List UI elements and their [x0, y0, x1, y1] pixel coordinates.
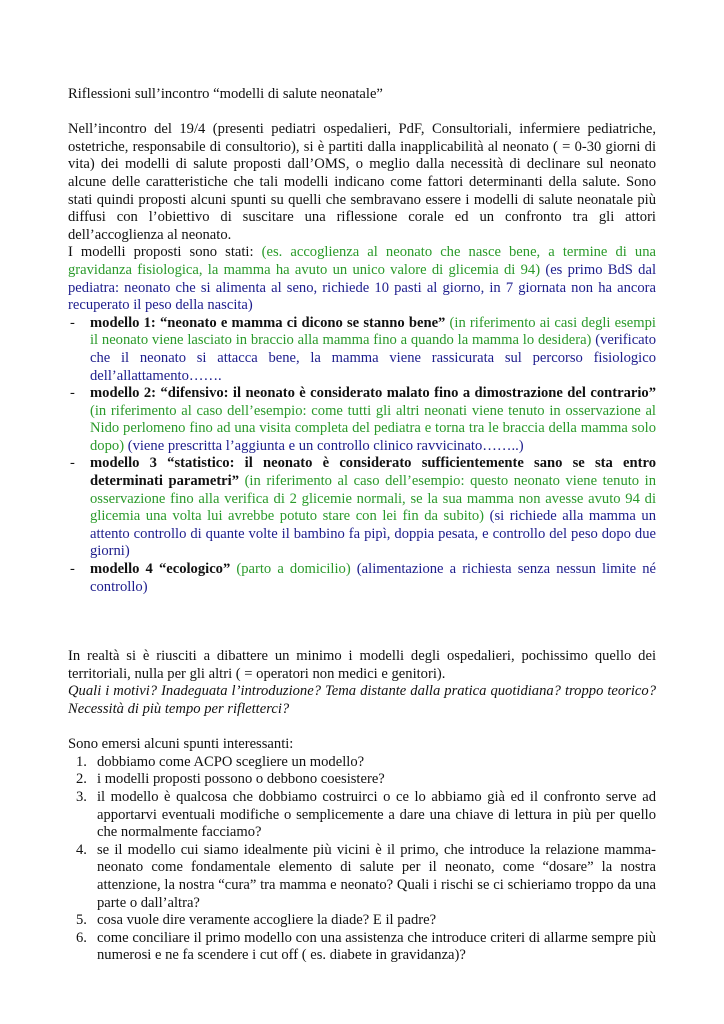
point-item-5	[68, 912, 656, 930]
model-title: modello 4 “ecologico”	[90, 561, 231, 578]
point-text: come conciliare il primo modello con una assistenza che introduce criteri di allarme sempre più numerosi e ne fa scendere i cut off ( es. diabete in gravidanza)?	[97, 929, 656, 964]
models-intro-blue-example: (es primo BdS dal pediatra: neonato che si alimenta al seno, richiede 10 pasti al giorno, in 7 giornata non ha ancora recuperato il peso della nascita)	[68, 261, 656, 314]
spacer	[68, 104, 656, 122]
point-number: 2.	[76, 771, 87, 788]
point-item-6	[68, 930, 656, 965]
points-intro: Sono emersi alcuni spunti interessanti:	[68, 736, 294, 753]
point-number: 6.	[76, 929, 87, 946]
models-list	[68, 315, 656, 597]
models-intro-green-example: (es. accoglienza al neonato che nasce bene, a termine di una gravidanza fisiologica, la mamma ha avuto un unico valore di glicemia di 94)	[68, 244, 656, 278]
point-text: il modello è qualcosa che dobbiamo costruirci o ce lo abbiamo già ed il confronto serve ad apportarvi eventuali modifiche o semplicemente a dare una chiave di lettura in più per quello che normalmente facciamo?	[97, 788, 656, 841]
spacer	[68, 596, 656, 648]
bullet-dash-icon: -	[70, 455, 75, 472]
model-item-4	[68, 561, 656, 596]
point-number: 3.	[76, 788, 87, 805]
model-blue-example: (si richiede alla mamma un attento controllo di quante volte il bambino fa pipì, doppia pesata, e controllo del peso dopo due giorni)	[90, 508, 656, 560]
spacer	[68, 719, 656, 737]
model-item-3	[68, 455, 656, 561]
points-list	[68, 754, 656, 965]
document-title: Riflessioni sull’incontro “modelli di salute neonatale”	[68, 86, 383, 102]
document-page	[68, 86, 656, 965]
intro-paragraph: Nell’incontro del 19/4 (presenti pediatri ospedalieri, PdF, Consultoriali, infermiere pediatriche, ostetriche, responsabile di consultorio), si è partiti dalla inapplicabilità al neonato ( = 0-30 giorni di vita) dei modelli di salute proposti dall’OMS, o meglio dalla necessità di declinare sul neonato alcune delle caratteristiche che tali modelli indicano come fattori determinanti della salute. Sono stati quindi proposti alcuni spunti su quelli che sembravano essere i modelli di salute neonatale più diffusi con l’obiettivo di suscitare una riflessione corale ed un confronto tra gli attori dell’accoglienza al neonato.	[68, 121, 656, 243]
models-intro-lead: I modelli proposti sono stati:	[68, 244, 262, 261]
point-text: i modelli proposti possono o debbono coesistere?	[97, 771, 385, 788]
questions-text: Quali i motivi? Inadeguata l’introduzione? Tema distante dalla pratica quotidiana? troppo teorico? Necessità di più tempo per rifletterci?	[68, 683, 656, 717]
point-number: 5.	[76, 912, 87, 929]
questions-paragraph	[68, 683, 656, 718]
model-title: modello 3 “statistico: il neonato è considerato sufficientemente sano se sta entro determinati parametri”	[90, 455, 656, 490]
model-blue-example: (verificato che il neonato si attacca bene, la mamma viene rassicurata sul percorso fisiologico dell’allattamento…….	[90, 332, 656, 384]
models-intro-paragraph	[68, 244, 656, 314]
reality-paragraph: In realtà si è riusciti a dibattere un minimo i modelli degli ospedalieri, pochissimo quello dei territoriali, nulla per gli altri ( = operatori non medici e genitori).	[68, 648, 656, 682]
point-number: 1.	[76, 753, 87, 770]
point-item-1	[68, 754, 656, 772]
point-item-2	[68, 771, 656, 789]
model-item-2	[68, 385, 656, 455]
model-green-example: (in riferimento ai casi degli esempi il neonato viene lasciato in braccio alla mamma fino a quando la mamma lo desidera)	[90, 314, 656, 349]
model-green-example: (parto a domicilio)	[230, 561, 351, 578]
point-number: 4.	[76, 841, 87, 858]
point-text: cosa vuole dire veramente accogliere la diade? E il padre?	[97, 912, 437, 929]
model-green-example: (in riferimento al caso dell’esempio: questo neonato viene tenuto in osservazione fino alla verifica di 2 glicemie normali, se la sua mamma non avesse avuto 94 di glicemia una volta lui avrebbe potuto stare con lei fin da subito)	[90, 473, 657, 525]
bullet-dash-icon: -	[70, 561, 75, 578]
model-item-1	[68, 315, 656, 385]
point-item-4	[68, 842, 656, 912]
model-title: modello 1: “neonato e mamma ci dicono se stanno bene”	[90, 314, 446, 331]
model-blue-example: (viene prescritta l’aggiunta e un controllo clinico ravvicinato……..)	[124, 437, 524, 454]
bullet-dash-icon: -	[70, 314, 75, 331]
point-item-3	[68, 789, 656, 842]
model-title: modello 2: “difensivo: il neonato è considerato malato fino a dimostrazione del contrario”	[90, 385, 656, 402]
point-text: se il modello cui siamo idealmente più vicini è il primo, che introduce la relazione mamma-neonato come fondamentale elemento di salute per il neonato, come “dosare” la nostra attenzione, la nostra “cura” tra mamma e neonato? Quali i rischi se ci schieriamo troppo da una parte o dall’altra?	[97, 841, 656, 911]
model-blue-example: (alimentazione a richiesta senza nessun limite né controllo)	[90, 561, 656, 595]
point-text: dobbiamo come ACPO scegliere un modello?	[97, 753, 365, 770]
bullet-dash-icon: -	[70, 385, 75, 402]
model-green-example: (in riferimento al caso dell’esempio: come tutti gli altri neonati viene tenuto in osservazione al Nido perlomeno fino ad una visita completa del pediatra e torna tra le braccia della mamma solo dopo)	[90, 402, 656, 454]
